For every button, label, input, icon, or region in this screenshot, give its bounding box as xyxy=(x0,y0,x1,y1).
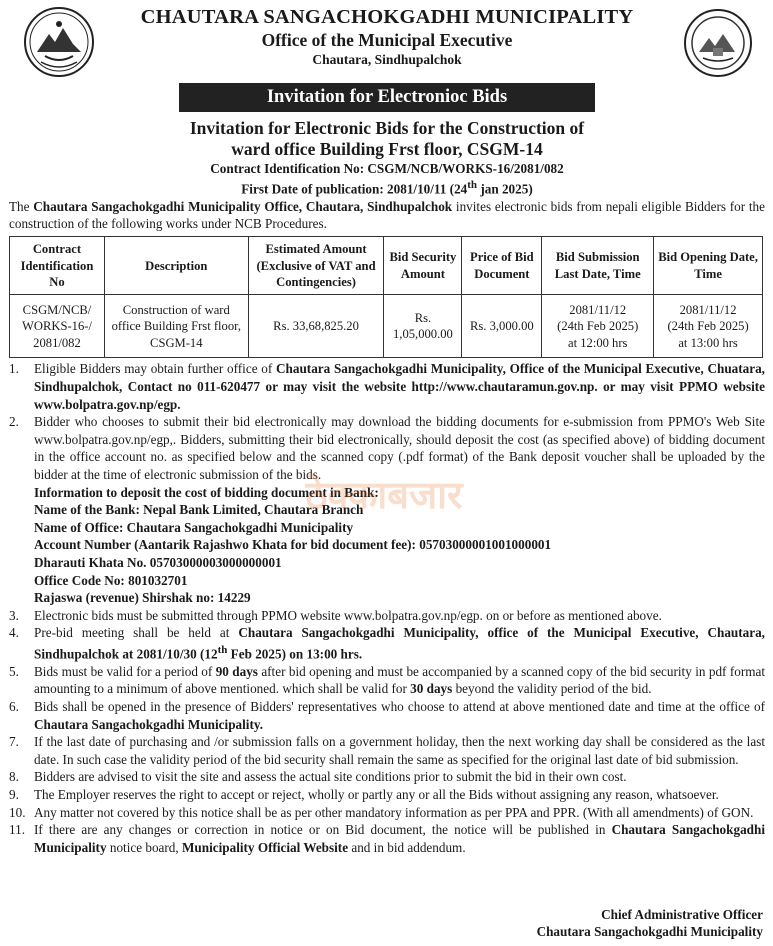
bank-info-heading: Information to deposit the cost of bidding document in Bank: xyxy=(34,484,379,500)
item5-days30: 30 days xyxy=(410,681,453,697)
dharauti-khata: Dharauti Khata No. 05703000003000000001 xyxy=(34,554,282,570)
list-item xyxy=(9,607,765,625)
notice-title xyxy=(9,118,765,160)
publication-date-suffix: jan 2025) xyxy=(477,181,533,197)
rajaswa-shirshak: Rajaswa (revenue) Shirshak no: 14229 xyxy=(34,590,251,606)
opening-date-ad: (24th Feb 2025) xyxy=(667,319,749,334)
intro-office: Chautara Sangachokgadhi Municipality Office, Chautara, Sindhupalchok xyxy=(33,199,453,215)
th-opening: Bid Opening Date, Time xyxy=(654,237,763,295)
item-number: 7. xyxy=(9,734,19,750)
conditions-list xyxy=(9,360,765,483)
item1-text: Eligible Bidders may obtain further office of xyxy=(34,361,277,377)
list-item xyxy=(9,624,765,663)
list-item xyxy=(9,804,765,822)
account-number: Account Number (Aantarik Rajashwo Khata for bid document fee): 05703000001001000001 xyxy=(34,537,552,553)
signatory-title: Chief Administrative Officer xyxy=(601,907,763,922)
intro-the: The xyxy=(9,199,34,215)
td-submission xyxy=(542,295,654,358)
office-code: Office Code No: 801032701 xyxy=(34,572,188,588)
notice-title-line2: ward office Building Frst floor, CSGM-14 xyxy=(231,139,543,159)
th-submission: Bid Submission Last Date, Time xyxy=(542,237,654,295)
td-opening xyxy=(654,295,763,358)
th-security: Bid Security Amount xyxy=(384,237,462,295)
item6-text: Bids shall be opened in the presence of Bidders' representatives who choose to attend at above mentioned date and time at the office of xyxy=(34,699,765,715)
notice-banner: Invitation for Electronioc Bids xyxy=(179,83,595,112)
td-description: Construction of ward office Building Frst floor, CSGM-14 xyxy=(104,295,248,358)
item9-text: The Employer reserves the right to accept or reject, wholly or partly any or all the Bids without assigning any reason, whatsoever. xyxy=(34,787,719,803)
item11-muni: Chautara Sangachokgadhi Municipality xyxy=(34,822,765,855)
submission-date: 2081/11/12 xyxy=(569,302,627,317)
item4-text: Pre-bid meeting shall be held at xyxy=(34,625,239,641)
list-item xyxy=(9,768,765,786)
td-price: Rs. 3,000.00 xyxy=(462,295,542,358)
th-price: Price of Bid Document xyxy=(462,237,542,295)
item11-website: Municipality Official Website xyxy=(181,839,349,855)
bank-info xyxy=(9,484,765,607)
list-item xyxy=(9,821,765,856)
item1-contact: Chautara Sangachokgadhi Municipality, Office of the Municipal Executive, Chuatara, Sindhupalchok, Contact no 011-620477 or may visit the website http://www.chautaramun.gov.np. or may visit PPMO website www.bolpatra.gov.np/egp. xyxy=(34,361,765,412)
item6-office: Chautara Sangachokgadhi Municipality. xyxy=(34,716,264,732)
bid-table-header xyxy=(10,237,763,295)
opening-time: at 13:00 hrs xyxy=(678,335,738,350)
item-number: 1. xyxy=(9,361,19,377)
list-item xyxy=(9,733,765,768)
item-number: 5. xyxy=(9,663,19,679)
office-location: Chautara, Sindhupalchok xyxy=(312,52,462,67)
item5-text: Bids must be valid for a period of xyxy=(34,663,216,679)
notice-title-line1: Invitation for Electronic Bids for the Construction of xyxy=(189,118,585,138)
item-number: 11. xyxy=(9,822,25,838)
item5-post: beyond the validity period of the bid. xyxy=(452,681,652,697)
item4-venue: Chautara Sangachokgadhi Municipality, office of the Municipal Executive, Chautara, Sindhupalchok at 2081/10/30 (12 xyxy=(34,625,765,662)
signatory-org: Chautara Sangachokgadhi Municipality xyxy=(536,924,763,939)
publication-date-sup: th xyxy=(467,179,478,191)
item11-mid: notice board, xyxy=(106,839,182,855)
item-number: 4. xyxy=(9,625,19,641)
item3-text: Electronic bids must be submitted through PPMO website www.bolpatra.gov.np/egp. on or before as mentioned above. xyxy=(34,607,662,623)
bank-name: Name of the Bank: Nepal Bank Limited, Chautara Branch xyxy=(34,502,364,518)
td-estimate: Rs. 33,68,825.20 xyxy=(248,295,384,358)
bid-table xyxy=(9,236,763,358)
item2-text: Bidder who chooses to submit their bid electronically may download the bidding documents for e-submission from PPMO's Web Site www.bolpatra.gov.np/egp,. Bidders, submitting their bid electronically, should deposit the cost (as specified above) of bidding document in the office account no. as specified below and the scanned copy (.pdf format) of the Bank deposit voucher shall be uploaded by the bidder at the time of electronic submission of the bids. xyxy=(34,414,765,482)
item-number: 3. xyxy=(9,607,19,623)
item-number: 8. xyxy=(9,769,19,785)
submission-date-ad: (24th Feb 2025) xyxy=(557,319,639,334)
list-item xyxy=(9,786,765,804)
intro-rest: invites electronic bids from nepali eligible Bidders for the construction of the following works under NCB Procedures. xyxy=(9,199,765,232)
item-number: 9. xyxy=(9,787,19,803)
submission-time: at 12:00 hrs xyxy=(567,335,628,350)
municipality-name: CHAUTARA SANGACHOKGADHI MUNICIPALITY xyxy=(140,6,634,28)
th-contract: Contract Identification No xyxy=(10,237,105,295)
list-item xyxy=(9,413,765,483)
publication-date-prefix: First Date of publication: 2081/10/11 (24 xyxy=(241,181,468,197)
office-name-line: Name of Office: Chautara Sangachokgadhi Municipality xyxy=(34,519,354,535)
opening-date: 2081/11/12 xyxy=(679,302,737,317)
td-contract: CSGM/NCB/ WORKS-16-/ 2081/082 xyxy=(10,295,105,358)
td-security: Rs. 1,05,000.00 xyxy=(384,295,462,358)
item11-post: and in bid addendum. xyxy=(348,839,466,855)
item11-text: If there are any changes or correction in notice or on Bid document, the notice will be published in xyxy=(34,822,612,838)
item5-mid: after bid opening and must be accompanied by a scanned copy of the bid security in pdf format amounting to a minimum of above mentioned. which shall be valid for xyxy=(34,663,765,697)
list-item xyxy=(9,360,765,413)
list-item xyxy=(9,663,765,698)
th-estimate: Estimated Amount (Exclusive of VAT and Contingencies) xyxy=(248,237,384,295)
item10-text: Any matter not covered by this notice shall be as per other mandatory information as per PPA and PPR. (With all amendments) of GON. xyxy=(34,804,754,820)
signature-block xyxy=(537,906,763,940)
item4-time: Feb 2025) on 13:00 hrs. xyxy=(227,646,363,662)
item-number: 10. xyxy=(9,804,26,820)
item8-text: Bidders are advised to visit the site and assess the actual site conditions prior to submit the bid in their own cost. xyxy=(34,769,627,785)
watermark-text: ठेक्काबजार xyxy=(305,473,463,517)
item-number: 6. xyxy=(9,699,19,715)
publication-date xyxy=(9,177,765,197)
table-row xyxy=(10,295,763,358)
contract-identification: Contract Identification No: CSGM/NCB/WORKS-16/2081/082 xyxy=(210,161,564,176)
nepal-emblem-logo xyxy=(23,6,95,78)
item5-days90: 90 days xyxy=(215,663,258,679)
letterhead xyxy=(9,4,765,82)
intro-paragraph xyxy=(9,198,765,232)
item-number: 2. xyxy=(9,414,19,430)
item7-text: If the last date of purchasing and /or submission falls on a government holiday, then the next working day shall be considered as the last date. In such case the validity period of the bid security shall remain the same as specified for the original last date of bid submission. xyxy=(34,734,765,767)
office-name: Office of the Municipal Executive xyxy=(261,30,513,50)
municipality-seal-logo xyxy=(683,8,753,78)
th-description: Description xyxy=(104,237,248,295)
conditions-list-continued xyxy=(9,607,765,857)
list-item xyxy=(9,698,765,733)
item4-sup: th xyxy=(217,643,228,656)
